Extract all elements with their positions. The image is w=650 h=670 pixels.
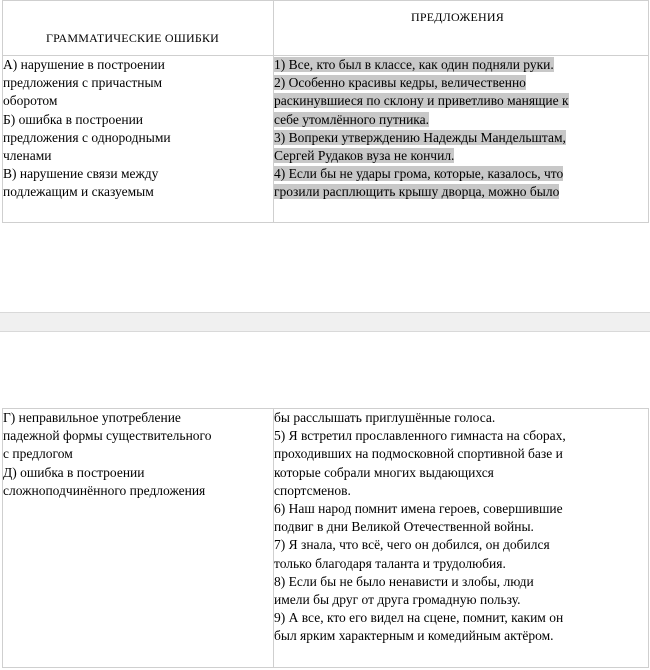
- error-line: подлежащим и сказуемым: [3, 184, 154, 200]
- sentence-line[interactable]: спортсменов.: [274, 482, 351, 498]
- error-line: сложноподчинённого предложения: [3, 482, 206, 498]
- sentence-line[interactable]: 9) А все, кто его видел на сцене, помнит, каким он: [274, 610, 564, 626]
- sentence-line-selected[interactable]: 1) Все, кто был в классе, как один подняли руки.: [274, 57, 554, 72]
- header-cell-errors: [3, 1, 274, 56]
- sentence-line[interactable]: только благодаря таланта и трудолюбия.: [274, 555, 506, 571]
- task-table-top: [2, 0, 649, 223]
- sentence-line[interactable]: 8) Если бы не было ненависти и злобы, люди: [274, 573, 534, 589]
- sentence-line-selected[interactable]: грозили расплющить крышу дворца, можно было: [274, 184, 560, 200]
- sentence-line-selected[interactable]: себе утомлённого путника.: [274, 111, 430, 127]
- error-line: с предлогом: [3, 446, 73, 462]
- error-line: оборотом: [3, 93, 58, 109]
- error-line: предложения с однородными: [3, 129, 171, 145]
- error-line: Б) ошибка в построении: [3, 111, 144, 127]
- header-sentences-title: ПРЕДЛОЖЕНИЯ: [411, 10, 504, 24]
- error-line: Д) ошибка в построении: [3, 464, 145, 480]
- errors-list-top: [3, 56, 274, 223]
- document-page-1: [0, 0, 650, 312]
- sentence-line-selected[interactable]: Сергей Рудаков вуза не кончил.: [274, 148, 455, 164]
- sentence-line[interactable]: бы расслышать приглушённые голоса.: [274, 410, 496, 425]
- sentence-line[interactable]: 6) Наш народ помнит имена героев, совершившие: [274, 501, 563, 517]
- header-cell-sentences: [274, 1, 649, 56]
- sentence-line[interactable]: которые собрали многих выдающихся: [274, 464, 494, 480]
- error-line: членами: [3, 148, 52, 164]
- sentence-line-selected[interactable]: 2) Особенно красивы кедры, величественно: [274, 75, 526, 91]
- errors-list-bottom: [3, 409, 274, 668]
- error-line: предложения с причастным: [3, 75, 163, 91]
- sentence-line[interactable]: был ярким характерным и комедийным актёром.: [274, 628, 554, 644]
- sentence-line-selected[interactable]: раскинувшиеся по склону и приветливо манящие к: [274, 93, 569, 109]
- sentence-line[interactable]: проходивших на подмосковной спортивной базе и: [274, 446, 563, 462]
- sentence-line-selected[interactable]: 4) Если бы не удары грома, которые, казалось, что: [274, 166, 564, 182]
- error-line: В) нарушение связи между: [3, 166, 159, 182]
- sentences-list-top[interactable]: [274, 56, 649, 223]
- task-table-bottom: [2, 408, 649, 668]
- sentence-line[interactable]: подвиг в дни Великой Отечественной войны.: [274, 519, 534, 535]
- error-line: падежной формы существительного: [3, 428, 212, 444]
- page-break: [0, 312, 650, 332]
- sentence-line[interactable]: 7) Я знала, что всё, чего он добился, он добился: [274, 537, 550, 553]
- sentence-line[interactable]: имели бы друг от друга громадную пользу.: [274, 592, 521, 608]
- error-line: Г) неправильное употребление: [3, 410, 181, 425]
- sentences-list-bottom[interactable]: [274, 409, 649, 668]
- document-page-2: [0, 332, 650, 670]
- error-line: А) нарушение в построении: [3, 57, 165, 72]
- sentence-line-selected[interactable]: 3) Вопреки утверждению Надежды Мандельштам,: [274, 129, 566, 145]
- header-errors-title: ГРАММАТИЧЕСКИЕ ОШИБКИ: [46, 31, 220, 45]
- sentence-line[interactable]: 5) Я встретил прославленного гимнаста на сборах,: [274, 428, 566, 444]
